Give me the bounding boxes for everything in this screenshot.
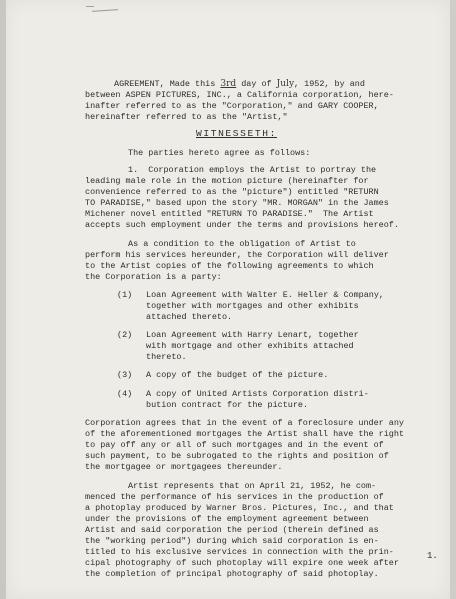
intro-line: The parties hereto agree as follows: bbox=[128, 148, 311, 158]
para2-line: the Corporation is a party: bbox=[85, 272, 222, 282]
item-number: (2) bbox=[117, 330, 133, 340]
item-number: (3) bbox=[117, 370, 133, 380]
witnesseth-heading: WITNESSETH: bbox=[196, 128, 277, 139]
opening-line: inafter referred to as the "Corporation," and GARY COOPER, bbox=[85, 101, 379, 111]
handwritten-day: 3rd bbox=[220, 79, 237, 89]
para4-line: Artist and said corporation the period (therein defined as bbox=[85, 525, 379, 535]
para1-line: accepts such employment under the terms and provisions hereof. bbox=[85, 220, 399, 230]
pencil-mark bbox=[86, 6, 94, 7]
para3-line: Corporation agrees that in the event of a foreclosure under any bbox=[85, 418, 404, 428]
opening-line: between ASPEN PICTURES, INC., a California corporation, here- bbox=[85, 90, 394, 100]
item-number: (1) bbox=[117, 290, 133, 300]
page-number: 1. bbox=[427, 551, 438, 561]
para3-line: to pay off any or all of such mortgages and in the event of bbox=[85, 440, 384, 450]
para3-line: the mortgagee or mortgagees thereunder. bbox=[85, 462, 283, 472]
item-line: thereto. bbox=[146, 352, 187, 362]
para4-line: under the provisions of the employment agreement between bbox=[85, 514, 369, 524]
opening-mid: day of bbox=[236, 79, 277, 89]
para1-line: TO PARADISE," based upon the story "MR. MORGAN" in the James bbox=[85, 198, 389, 208]
item-line: A copy of the budget of the picture. bbox=[146, 370, 329, 380]
para1-line: 1. Corporation employs the Artist to portray the bbox=[128, 165, 377, 175]
para4-line: the "working period") during which said corporation is en- bbox=[85, 536, 379, 546]
item-line: with mortgage and other exhibits attached bbox=[146, 341, 354, 351]
para4-line: Artist represents that on April 21, 1952, he com- bbox=[128, 481, 377, 491]
opening-suffix: , 1952, by and bbox=[294, 79, 365, 89]
para3-line: such payment, to be subrogated to the rights and position of bbox=[85, 451, 389, 461]
para1-line: convenience referred to as the "picture") entitled "RETURN bbox=[85, 187, 379, 197]
para2-line: to the Artist copies of the following agreements to which bbox=[85, 261, 374, 271]
opening-line: hereinafter referred to as the "Artist," bbox=[85, 112, 288, 122]
document-page bbox=[6, 0, 450, 599]
para4-line: the completion of principal photography of said photoplay. bbox=[85, 569, 379, 579]
item-line: together with mortgages and other exhibits bbox=[146, 301, 359, 311]
item-line: Loan Agreement with Walter E. Heller & Company, bbox=[146, 290, 384, 300]
para3-line: of the aforementioned mortgages the Artist shall have the right bbox=[85, 429, 404, 439]
item-number: (4) bbox=[117, 389, 133, 399]
item-line: bution contract for the picture. bbox=[146, 400, 309, 410]
opening-line bbox=[114, 79, 365, 90]
pencil-mark bbox=[92, 9, 118, 12]
opening-prefix: AGREEMENT, Made this bbox=[114, 79, 221, 89]
item-line: A copy of United Artists Corporation distri- bbox=[146, 389, 369, 399]
para1-line: Michener novel entitled "RETURN TO PARADISE." The Artist bbox=[85, 209, 374, 219]
para4-line: cipal photography of such photoplay will expire one week after bbox=[85, 558, 399, 568]
para1-line: leading male role in the motion picture (hereinafter for bbox=[85, 176, 369, 186]
handwritten-month: July bbox=[276, 79, 295, 89]
para2-line: As a condition to the obligation of Artist to bbox=[128, 239, 356, 249]
para2-line: perform his services hereunder, the Corporation will deliver bbox=[85, 250, 389, 260]
para4-line: titled to his exclusive services in connection with the prin- bbox=[85, 547, 394, 557]
item-line: Loan Agreement with Harry Lenart, together bbox=[146, 330, 359, 340]
para4-line: a photoplay produced by Warner Bros. Pictures, Inc., and that bbox=[85, 503, 394, 513]
page-edge-right bbox=[450, 0, 456, 599]
item-line: attached thereto. bbox=[146, 312, 233, 322]
para4-line: menced the performance of his services in the production of bbox=[85, 492, 384, 502]
